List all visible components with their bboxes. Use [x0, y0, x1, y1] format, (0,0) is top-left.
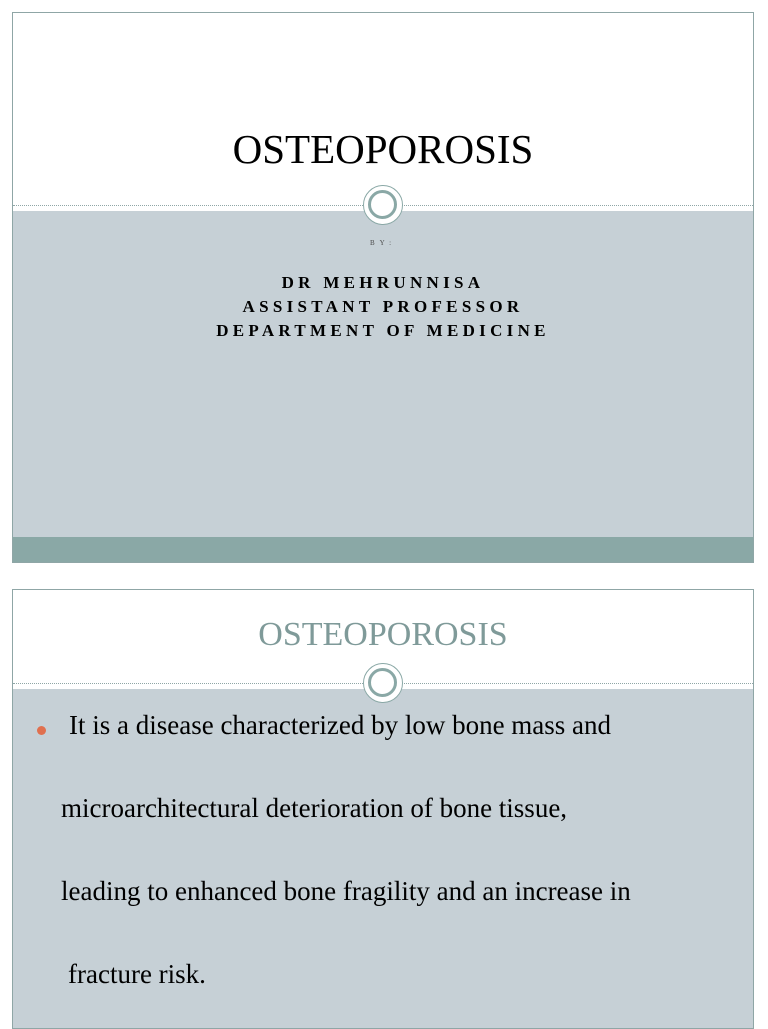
content-slide [12, 589, 754, 1029]
author-block [13, 271, 753, 343]
bullet-text-line: leading to enhanced bone fragility and an increase in [61, 876, 631, 906]
byline: BY: [369, 239, 397, 247]
author-name: DR MEHRUNNISA [281, 273, 485, 292]
slide-title: OSTEOPOROSIS [232, 126, 534, 172]
footer-band [13, 537, 753, 562]
bullet-dot-icon [37, 726, 46, 735]
ring-ornament-icon [363, 663, 403, 703]
slide-title: OSTEOPOROSIS [258, 616, 508, 653]
author-department: DEPARTMENT OF MEDICINE [216, 321, 550, 340]
subtitle-panel [13, 211, 753, 537]
bullet-text-line: microarchitectural deterioration of bone tissue, [61, 793, 568, 823]
bullet-text-line: fracture risk. [68, 959, 206, 989]
ring-ornament-icon [363, 185, 403, 225]
title-area [13, 13, 753, 205]
title-slide [12, 12, 754, 563]
bullet-text-line: It is a disease characterized by low bone mass and [69, 710, 612, 740]
author-position: ASSISTANT PROFESSOR [242, 297, 524, 316]
